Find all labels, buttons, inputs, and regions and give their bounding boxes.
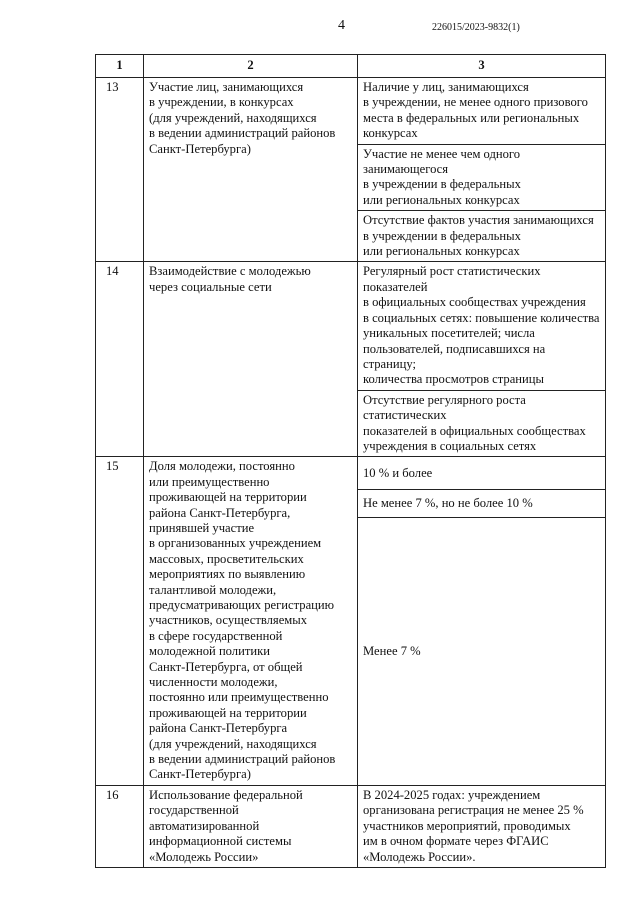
value-text: Участие не менее чем одного занимающегося в учреждении в федеральных или региональных конкурсах <box>363 146 521 207</box>
criterion-cell <box>144 262 358 457</box>
value-cell <box>358 457 606 490</box>
row-number: 16 <box>96 785 144 867</box>
value-cell <box>358 78 606 145</box>
value-text: Регулярный рост статистических показателей в официальных сообществах учреждения в социальных сетях: повышение количества уникальных посетителей; числа пользователей, подписавшихся на страницу; количества просмотров страницы <box>363 264 600 387</box>
value-text: 10 % и более <box>363 465 433 480</box>
value-cell <box>358 211 606 262</box>
criterion-cell <box>144 78 358 262</box>
value-text: Не менее 7 %, но не более 10 % <box>363 496 533 511</box>
page-number: 4 <box>338 18 345 33</box>
value-text: В 2024-2025 годах: учреждением организована регистрация не менее 25 % участников мероприятий, проводимых им в очном формате через ФГАИС «Молодежь России». <box>363 787 584 864</box>
value-cell <box>358 785 606 867</box>
table-row <box>96 785 606 867</box>
table-row <box>96 78 606 145</box>
criterion-cell <box>144 785 358 867</box>
criterion-text: Использование федеральной государственной автоматизированной информационной системы «Молодежь России» <box>149 787 303 864</box>
column-header-3: 3 <box>358 55 606 78</box>
column-header-1: 1 <box>96 55 144 78</box>
value-cell <box>358 518 606 786</box>
document-code: 226015/2023-9832(1) <box>432 22 520 33</box>
value-text: Отсутствие регулярного роста статистических показателей в официальных сообществах учреждения в социальных сетях <box>363 392 586 453</box>
criterion-text: Участие лиц, занимающихся в учреждении, в конкурсах (для учреждений, находящихся в ведении администраций районов Санкт-Петербурга) <box>149 80 336 156</box>
criteria-table <box>95 54 606 868</box>
criterion-cell <box>144 457 358 786</box>
value-cell <box>358 262 606 390</box>
value-cell <box>358 144 606 211</box>
table-row <box>96 262 606 390</box>
value-text: Отсутствие фактов участия занимающихся в учреждении в федеральных или региональных конкурсах <box>363 213 594 259</box>
row-number: 15 <box>96 457 144 786</box>
value-cell <box>358 390 606 457</box>
criterion-text: Взаимодействие с молодежью через социальные сети <box>149 264 311 294</box>
column-header-2: 2 <box>144 55 358 78</box>
criterion-text: Доля молодежи, постоянно или преимущественно проживающей на территории района Санкт-Петербурга, принявшей участие в организованных учреждением массовых, просветительских мероприятиях по выявлению талантливой молодежи, предусматривающих регистрацию участников, осуществляемых в сфере государственной молодежной политики Санкт-Петербурга, от общей численности молодежи, постоянно или преимущественно проживающей на территории района Санкт-Петербурга (для учреждений, находящихся в ведении администраций районов Санкт-Петербурга) <box>149 459 336 782</box>
row-number: 14 <box>96 262 144 457</box>
value-cell <box>358 490 606 518</box>
table-header-row <box>96 55 606 78</box>
row-number: 13 <box>96 78 144 262</box>
value-text: Менее 7 % <box>363 643 421 658</box>
table-row <box>96 457 606 490</box>
value-text: Наличие у лиц, занимающихся в учреждении, не менее одного призового места в федеральных или региональных конкурсах <box>363 80 588 141</box>
